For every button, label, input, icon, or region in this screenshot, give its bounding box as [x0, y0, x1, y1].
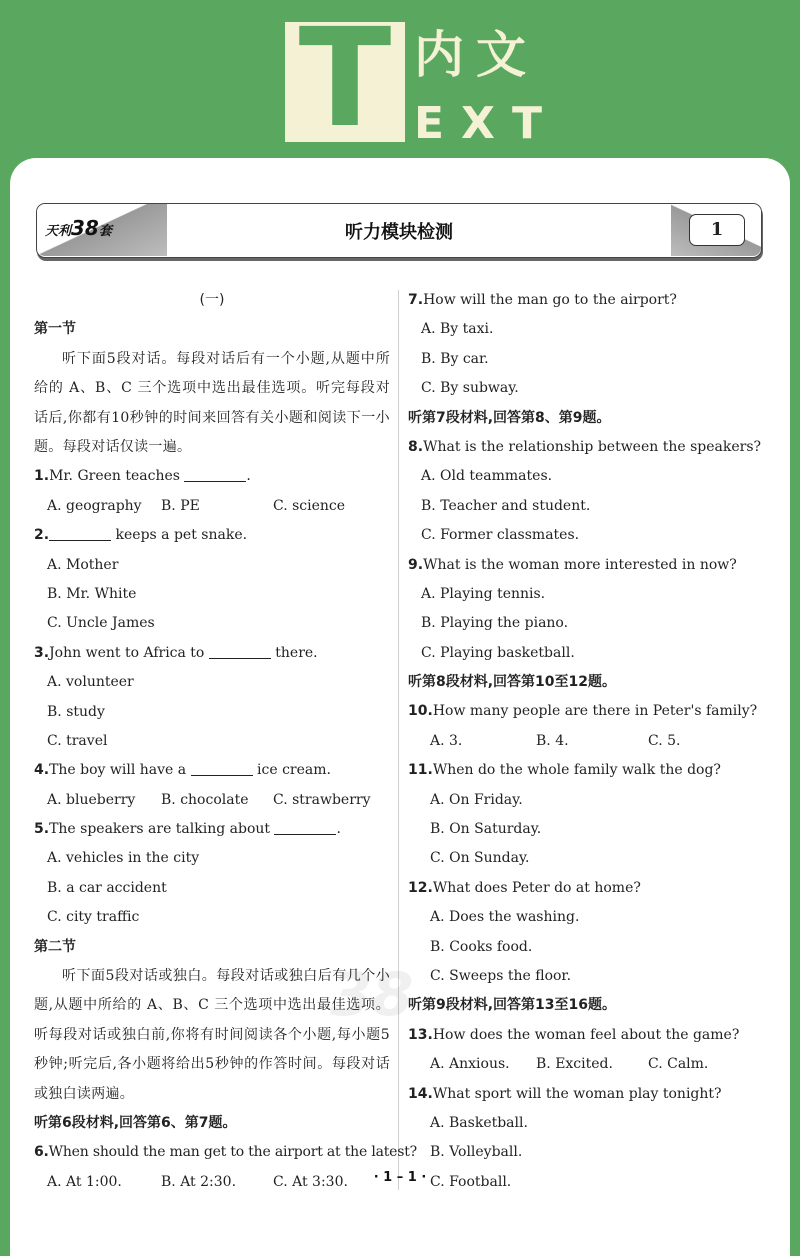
part-subtitle: (一) [199, 292, 225, 308]
question-2: 2. keeps a pet snake. [34, 527, 248, 544]
answer-blank [209, 643, 271, 659]
top-banner [0, 0, 800, 170]
question-10: 10.How many people are there in Peter's family? [408, 703, 758, 720]
question-4: 4.The boy will have a ice cream. [34, 762, 331, 779]
question-13-options: A. Anxious. B. Excited. C. Calm. [430, 1056, 709, 1073]
option-a: A. On Friday. [430, 791, 523, 808]
option-a: A. Basketball. [430, 1114, 528, 1131]
banner-letter: T [298, 0, 392, 158]
option-b: B. Mr. White [47, 585, 137, 602]
option-c: C. travel [47, 732, 108, 749]
option-a: A. Old teammates. [421, 468, 553, 485]
option-b: B. On Saturday. [430, 821, 542, 838]
question-14: 14.What sport will the woman play tonight? [408, 1085, 722, 1102]
banner-t-box [285, 0, 405, 158]
section-2-instructions: 听下面5段对话或独白。每段对话或独白后有几个小题,从题中所给的 A、B、C 三个选项中选出最佳选项。听每段对话或独白前,你将有时间阅读各个小题,每小题5秒钟;听完后,各小题将给出5秒钟的作答时间。每段对话或独白读两遍。 [34, 968, 390, 1102]
option-b: B. Cooks food. [430, 938, 533, 955]
material-9-heading: 听第9段材料,回答第13至16题。 [408, 997, 617, 1014]
question-5: 5.The speakers are talking about . [34, 821, 341, 838]
question-11: 11.When do the whole family walk the dog? [408, 762, 721, 779]
option-b: B. a car accident [47, 879, 167, 896]
option-b: B. Teacher and student. [421, 497, 591, 514]
question-10-options: A. 3. B. 4. C. 5. [430, 732, 681, 749]
option-c: C. On Sunday. [430, 850, 530, 867]
page-number: · 1 – 1 · [373, 1170, 427, 1185]
option-c: C. Uncle James [47, 615, 155, 632]
brand-logo: 天利38套 [45, 216, 112, 240]
watermark-logo: 38 [330, 960, 414, 1030]
answer-blank [184, 466, 246, 482]
answer-blank [191, 760, 253, 776]
question-8: 8.What is the relationship between the speakers? [408, 438, 762, 455]
banner-chinese-title: 内文 [414, 26, 538, 84]
option-b: B. Playing the piano. [421, 615, 569, 632]
option-b: B. Volleyball. [430, 1144, 523, 1161]
option-c: C. By subway. [421, 380, 519, 397]
question-6: 6.When should the man get to the airport at the latest? [34, 1144, 417, 1161]
section-title-bar [36, 203, 762, 258]
banner-english-title: EXT [414, 98, 559, 149]
section-heading-1: 第一节 [34, 321, 76, 338]
question-7: 7.How will the man go to the airport? [408, 292, 677, 308]
option-a: A. volunteer [47, 674, 134, 691]
option-c: C. Football. [430, 1173, 512, 1190]
answer-blank [274, 819, 336, 835]
option-a: A. Playing tennis. [421, 585, 546, 602]
question-1-options: A. geography B. PE C. science [47, 497, 346, 514]
question-13: 13.How does the woman feel about the game? [408, 1026, 740, 1043]
option-b: B. study [47, 703, 105, 720]
material-8-heading: 听第8段材料,回答第10至12题。 [408, 674, 617, 691]
question-3: 3.John went to Africa to there. [34, 644, 318, 661]
question-12: 12.What does Peter do at home? [408, 879, 641, 896]
option-b: B. By car. [421, 350, 489, 367]
option-c: C. city traffic [47, 909, 140, 926]
section-1-instructions: 听下面5段对话。每段对话后有一个小题,从题中所给的 A、B、C 三个选项中选出最佳选项。听完每段对话后,你都有10秒钟的时间来回答有关小题和阅读下一小题。每段对话仅读一遍。 [34, 350, 390, 455]
answer-blank [49, 525, 111, 541]
column-divider [398, 290, 399, 1190]
option-c: C. Playing basketball. [421, 644, 575, 661]
material-7-heading: 听第7段材料,回答第8、第9题。 [408, 409, 611, 426]
question-6-options: A. At 1:00. B. At 2:30. C. At 3:30. [47, 1173, 348, 1190]
option-a: A. Does the washing. [430, 909, 580, 926]
question-9: 9.What is the woman more interested in now? [408, 556, 737, 573]
material-6-heading: 听第6段材料,回答第6、第7题。 [34, 1115, 237, 1132]
question-1: 1.Mr. Green teaches . [34, 468, 251, 485]
test-number-badge: 1 [689, 214, 745, 246]
option-c: C. Sweeps the floor. [430, 967, 572, 984]
option-c: C. Former classmates. [421, 527, 580, 544]
option-a: A. By taxi. [421, 321, 494, 338]
option-a: A. Mother [47, 556, 119, 573]
page-title: 听力模块检测 [345, 222, 453, 243]
section-heading-2: 第二节 [34, 938, 76, 955]
question-4-options: A. blueberry B. chocolate C. strawberry [47, 791, 371, 808]
right-column [408, 286, 766, 1197]
option-a: A. vehicles in the city [47, 850, 200, 867]
